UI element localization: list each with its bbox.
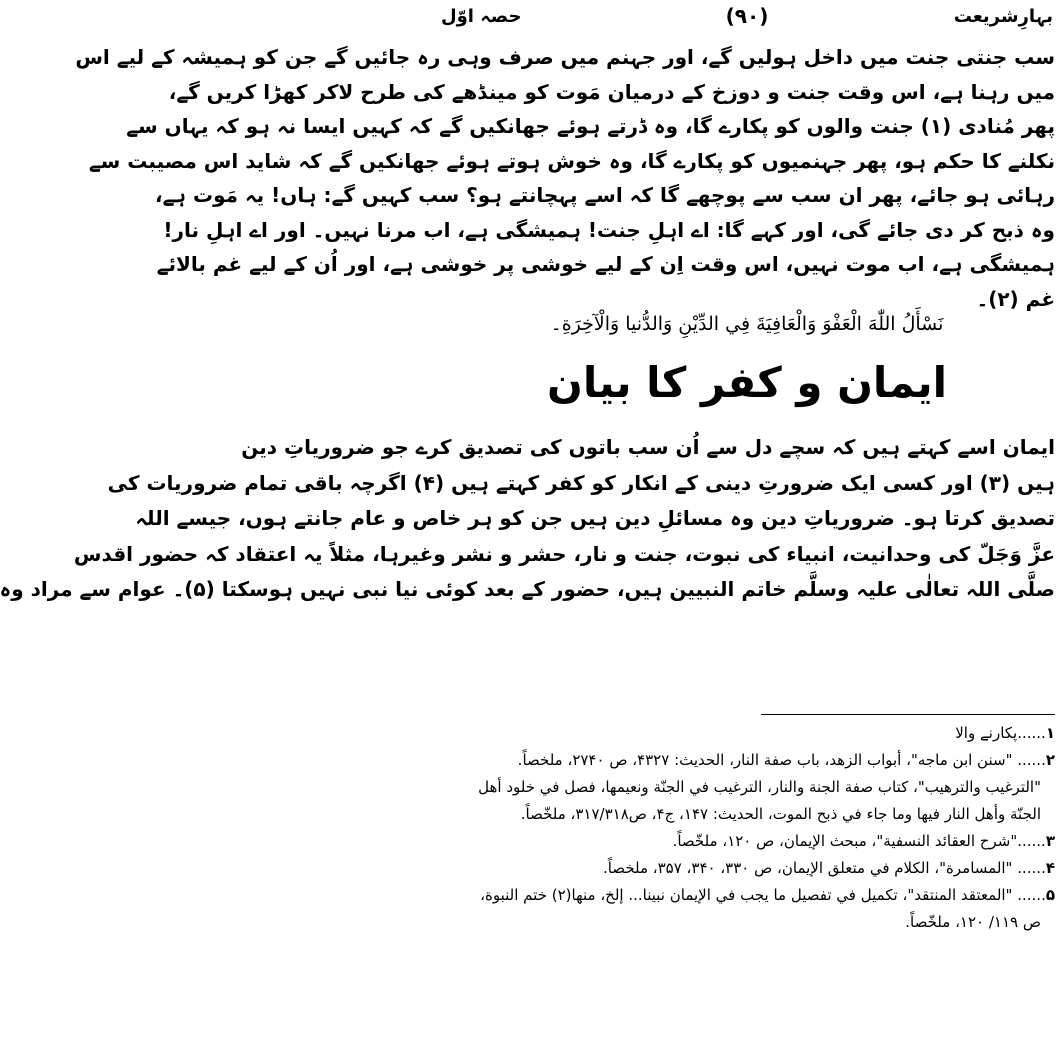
text-line: ہمیشگی ہے، اب موت نہیں، اس وقت اِن کے لیے خوشی پر خوشی ہے، اور اُن کے لیے غم بالائے [156,252,1055,276]
page-header [441,4,1053,34]
text-line: نکلنے کا حکم ہو، پھر جہنمیوں کو پکارے گا، وہ خوش ہوتے ہوئے جھانکیں گے کہ شاید اس مصیبت سے [88,148,1055,173]
footnote-text: ......"شرح العقائد النسفية"، مبحث الإيمان، ص ۱۲۰، ملخّصاً. [672,832,1046,850]
footnote-text: ...... "المعتقد المنتقد"، تكميل في تفصيل ما يجب في الإيمان نبينا... إلخ، منها(۲) ختم النبوة، [480,886,1046,904]
footnote-text: ...... "سنن ابن ماجه"، أبواب الزهد، باب صفة النار، الحديث: ۴۳۲۷، ص ۲۷۴۰، ملخصاً. [517,751,1046,769]
page-number: (۹۰) [725,4,769,28]
text-line: سب جنتی جنت میں داخل ہولیں گے، اور جہنم میں صرف وہی رہ جائیں گے جن کو ہمیشہ کے لیے اس [75,45,1055,69]
text-line: پھر مُنادی (۱) جنت والوں کو پکارے گا، وہ ڈرتے ہوئے جھانکیں گے کہ کہیں ایسا نہ ہو کہ یہاں سے [126,114,1055,138]
footnote-text: ...... "المسامرة"، الكلام في متعلق الإيمان، ص ۳۳۰، ۳۴۰، ۳۵۷، ملخصاً. [602,859,1046,877]
text-line: ایمان اسے کہتے ہیں کہ سچے دل سے اُن سب باتوں کی تصدیق کرے جو ضروریاتِ دین [241,435,1055,459]
footnote-5 [439,882,1055,936]
paragraph-jannah-jahannam [75,40,1055,316]
footnote-number: ۳ [1045,832,1055,850]
text-line: صلَّی اللہ تعالٰی علیہ وسلَّم خاتم النبیین ہیں، حضور کے بعد کوئی نیا نبی نہیں ہوسکتا (۵)۔ عوام سے مراد وہ [0,577,1055,601]
footnote-4 [439,855,1055,882]
footnote-1 [439,720,1055,747]
part-label: حصہ اوّل [441,6,522,27]
book-title: بہارِشریعت [953,6,1053,27]
text-line: غم (۲)۔ [976,286,1055,311]
footnote-text: "الترغيب والترهيب"، كتاب صفة الجنة والنار، الترغيب في الجنّة ونعيمها، فصل في خلود أهل [478,778,1041,796]
footnote-text: ص ۱۱۹/ ۱۲۰، ملخّصاً. [905,913,1041,931]
paragraph-iman-definition [0,430,1055,608]
footnote-divider [761,714,1055,715]
footnote-number: ۲ [1045,751,1055,769]
text-line: وہ ذبح کر دی جائے گی، اور کہے گا: اے اہلِ جنت! ہمیشگی ہے، اب مرنا نہیں۔ اور اے اہلِ نار! [163,217,1055,242]
text-line: ہیں (۳) اور کسی ایک ضرورتِ دینی کے انکار کو کفر کہتے ہیں (۴) اگرچہ باقی تمام ضروریات کی [107,470,1055,495]
text-line: تصدیق کرتا ہو۔ ضروریاتِ دین وہ مسائلِ دین ہیں جن کو ہر خاص و عام جانتے ہوں، جیسے اللہ [135,506,1055,530]
footnote-text: الجنّة وأهل النار فيها وما جاء في ذبح الموت، الحديث: ۱۴۷، ج۴، ص۳۱۷/۳۱۸، ملخّصاً. [520,805,1041,823]
text-line: رہائی ہو جائے، پھر ان سب سے پوچھے گا کہ اسے پہچانتے ہو؟ سب کہیں گے: ہاں! یہ مَوت ہے، [154,183,1055,207]
footnote-number: ۴ [1045,859,1055,877]
footnote-number: ۱ [1045,724,1055,742]
footnote-2 [439,747,1055,828]
section-title: ایمان و کفر کا بیان [546,358,948,407]
footnotes [439,720,1055,936]
text-line: عزَّ وَجَلّ کی وحدانیت، انبیاء کی نبوت، جنت و نار، حشر و نشر وغیرہا، مثلاً یہ اعتقاد کہ حضور اقدس [73,541,1055,566]
text-line: میں رہنا ہے، اس وقت جنت و دوزخ کے درمیان مَوت کو مینڈھے کی طرح لاکر کھڑا کریں گے، [168,79,1055,104]
footnote-number: ۵ [1045,886,1055,904]
footnote-3 [439,828,1055,855]
arabic-dua: نَسْأَلُ اللّٰهَ الْعَفْوَ وَالْعَافِيَةَ فِي الدِّيْنِ وَالدُّنيا وَالْآخِرَةِ۔ [550,313,944,335]
footnote-text: ......پکارنے والا [955,724,1046,742]
